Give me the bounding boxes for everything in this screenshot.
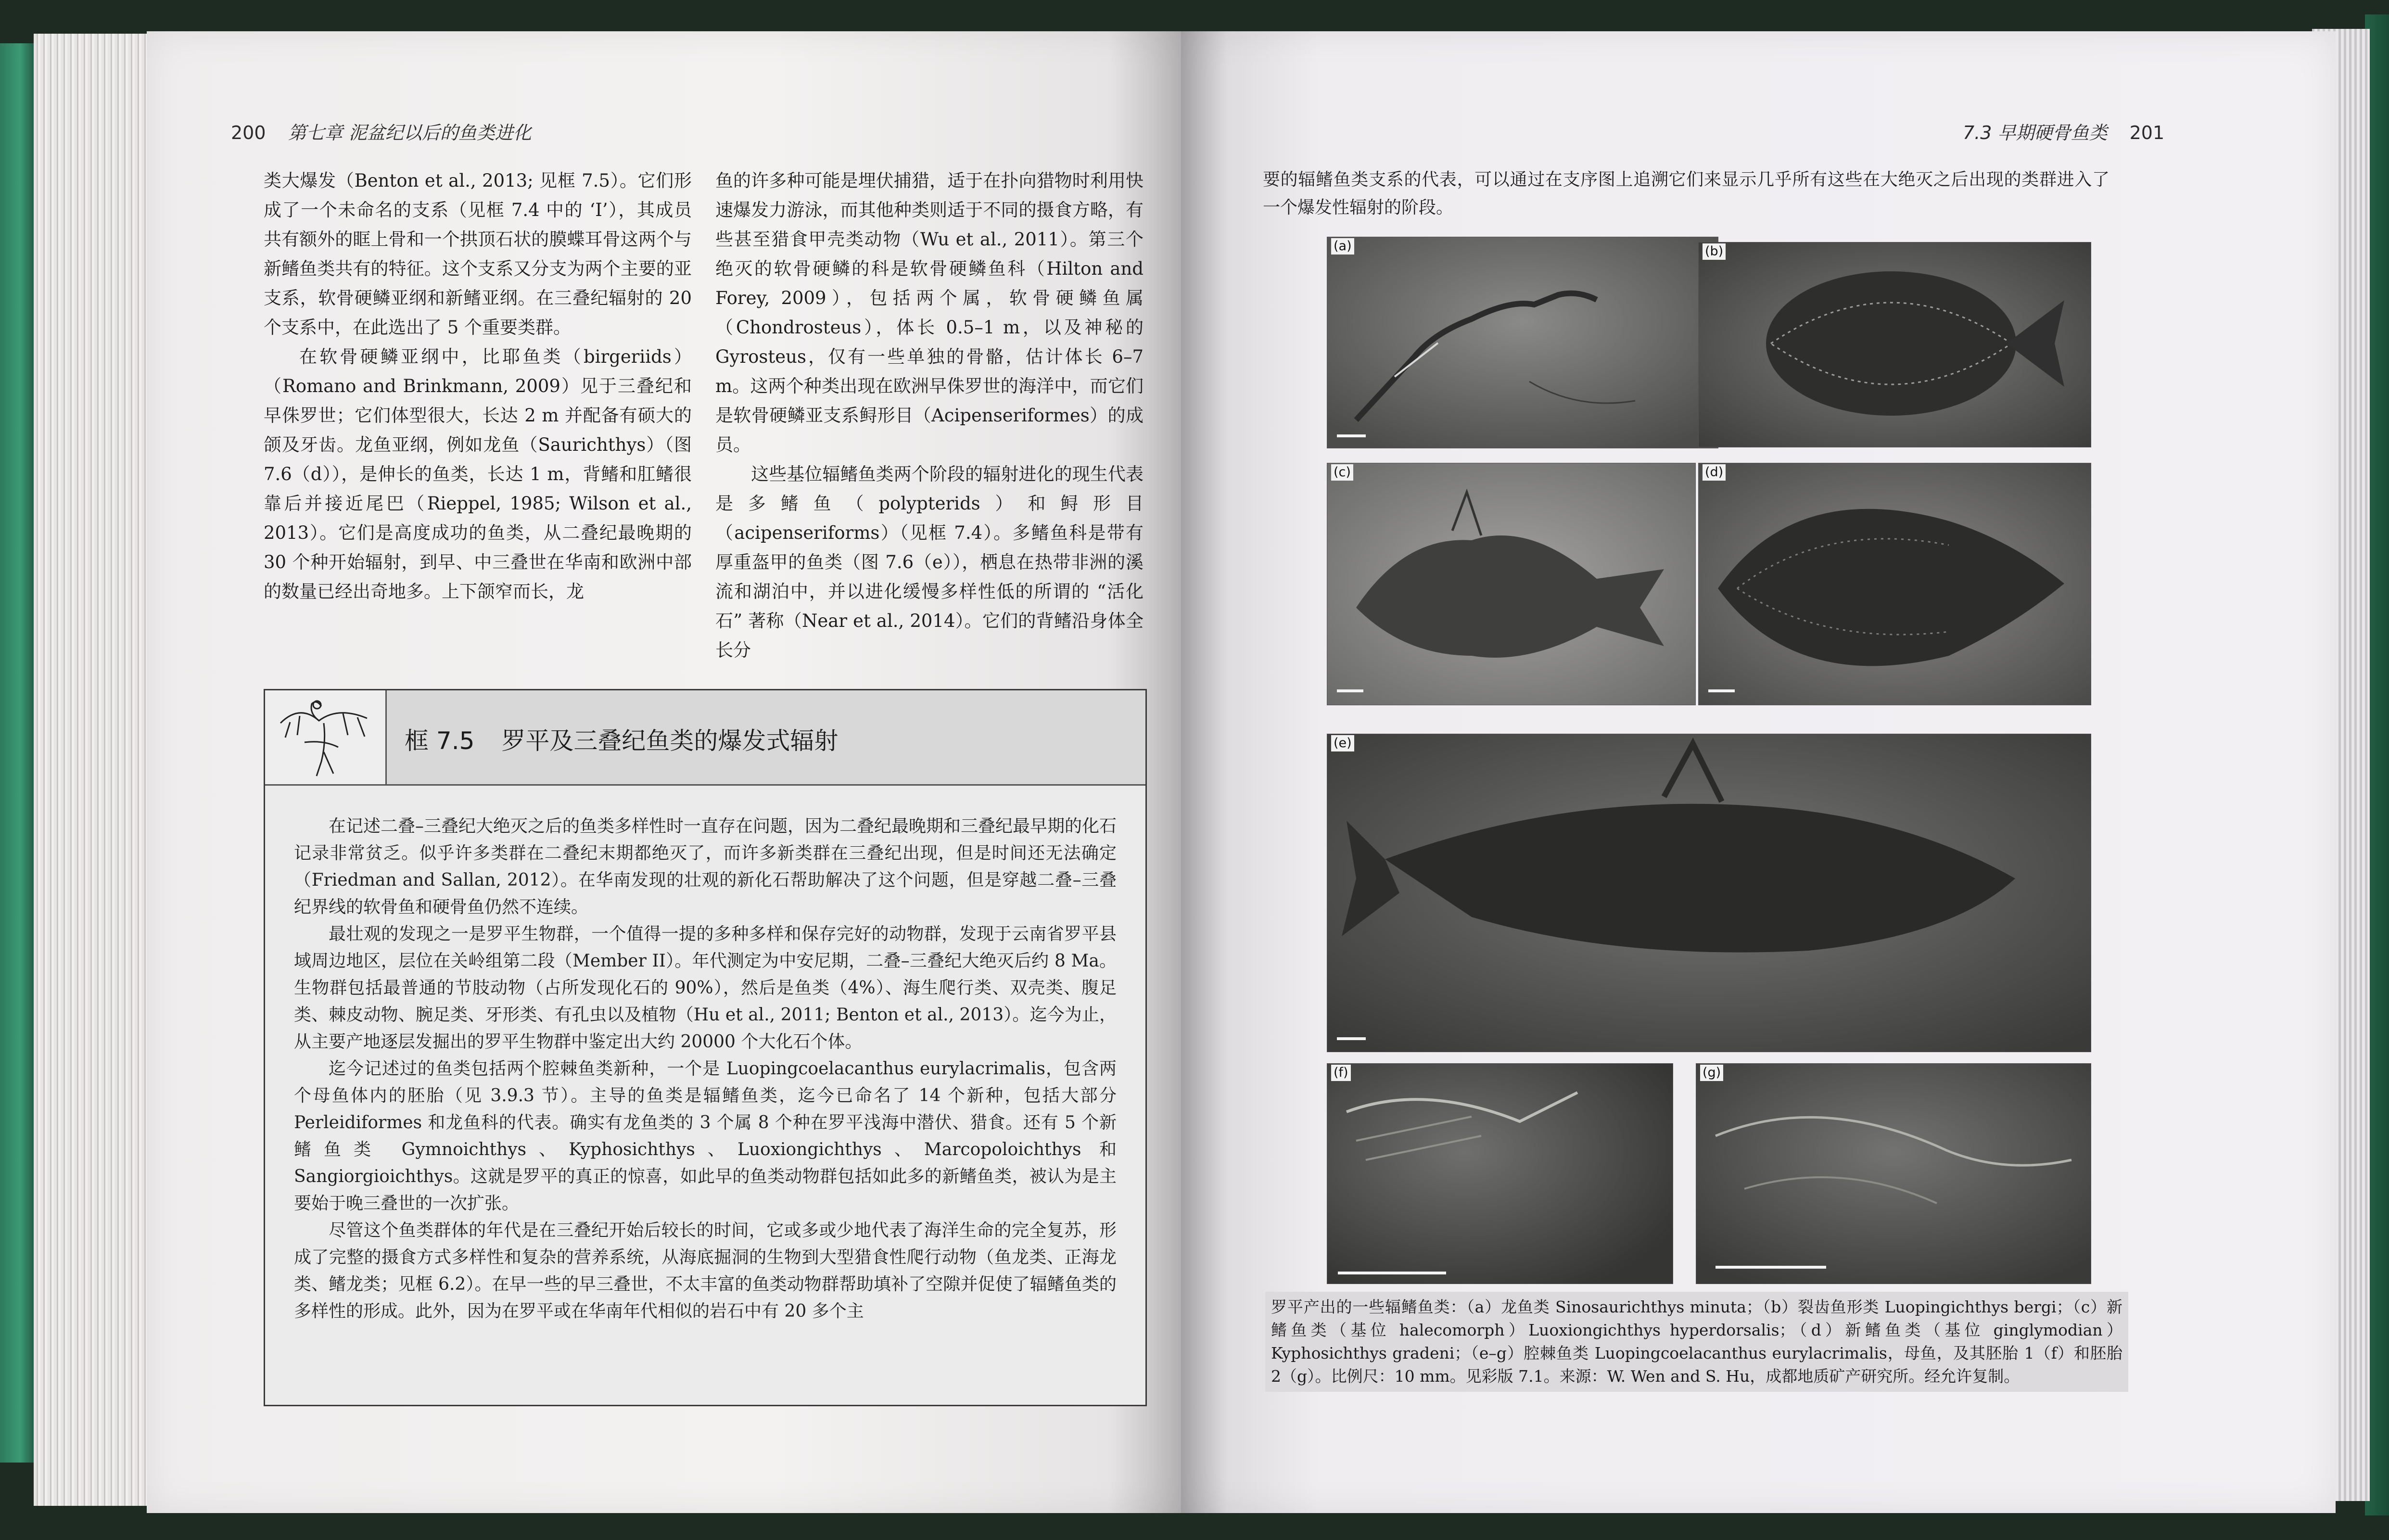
chapter-title: 第七章 泥盆纪以后的鱼类进化: [288, 122, 532, 143]
fossil-photo-g: [1696, 1064, 2091, 1284]
figure-panel-a: [1327, 237, 1718, 448]
fossil-photo-a: [1327, 237, 1718, 448]
fossil-photo-e: [1327, 734, 2091, 1052]
panel-label: (a): [1331, 238, 1354, 255]
figure-caption: 罗平产出的一些辐鳍鱼类：（a）龙鱼类 Sinosaurichthys minuta；（b）裂齿鱼形类 Luopingichthys bergi；（c）新鳍鱼类（基位 halecomorph）Luoxiongichthys hyperdorsalis；（d）新鳍鱼类（基位 ginglymodian）Kyphosichthys gradeni；（e–g）腔棘鱼类 Luopingcoelacanthus eurylacrimalis，母鱼，及其胚胎 1（f）和胚胎 2（g）。比例尺：10 mm。见彩版 7.1。来源：W. Wen and S. Hu，成都地质矿产研究所。经允许复制。: [1265, 1292, 2128, 1392]
figure-panel-c: [1327, 463, 1696, 705]
panel-label: (g): [1700, 1065, 1723, 1081]
fossil-photo-d: [1699, 463, 2091, 705]
fossil-photo-f: [1327, 1064, 1673, 1284]
paragraph: 在软骨硬鳞亚纲中，比耶鱼类（birgeriids）（Romano and Brinkmann, 2009）见于三叠纪和早侏罗世；它们体型很大，长达 2 m 并配备有硕大的颌及牙齿。龙鱼亚纲，例如龙鱼（Saurichthys）（图 7.6（d）），是伸长的鱼类，长达 1 m，背鳍和肛鳍很靠后并接近尾巴（Rieppel, 1985; Wilson et al., 2013）。它们是高度成功的鱼类，从二叠纪最晚期的 30 个种开始辐射，到早、中三叠世在华南和欧洲中部的数量已经出奇地多。上下颌窄而长，龙: [264, 346, 692, 602]
figure-panel-b: [1698, 242, 2091, 447]
paragraph: 在记述二叠–三叠纪大绝灭之后的鱼类多样性时一直存在问题，因为二叠纪最晚期和三叠纪最早期的化石记录非常贫乏。似乎许多类群在二叠纪末期都绝灭了，而许多新类群在三叠纪出现，但是时间还无法确定（Friedman and Sallan, 2012）。在华南发现的壮观的新化石帮助解决了这个问题，但是穿越二叠–三叠纪界线的软骨鱼和硬骨鱼仍然不连续。: [294, 816, 1117, 917]
scale-bar: [1716, 1266, 1826, 1269]
panel-label: (c): [1331, 464, 1353, 481]
figure-panel-g: [1696, 1063, 2091, 1284]
dinosaur-skeleton-icon: [271, 694, 379, 781]
scale-bar: [1337, 1037, 1366, 1040]
left-column-2: [715, 166, 1144, 665]
paragraph: 鱼的许多种可能是埋伏捕猎，适于在扑向猎物时利用快速爆发力游泳，而其他种类则适于不同的摄食方略，有些甚至猎食甲壳类动物（Wu et al., 2011）。第三个绝灭的软骨硬鳞的科是软骨硬鳞鱼科（Hilton and Forey, 2009），包括两个属，软骨硬鳞鱼属（Chondrosteus），体长 0.5–1 m，以及神秘的 Gyrosteus，仅有一些单独的骨骼，估计体长 6–7 m。这两个种类出现在欧洲早侏罗世的海洋中，而它们是软骨硬鳞亚支系鲟形目（Acipenseriformes）的成员。: [715, 170, 1144, 455]
box-title-text: 罗平及三叠纪鱼类的爆发式辐射: [501, 727, 839, 755]
right-page-number: 201: [2129, 122, 2165, 143]
paragraph: 这些基位辐鳍鱼类两个阶段的辐射进化的现生代表是多鳍鱼（polypterids）和鲟形目（acipenseriforms）（见框 7.4）。多鳍鱼科是带有厚重盔甲的鱼类（图 7.6（e）），栖息在热带非洲的溪流和湖泊中，并以进化缓慢多样性低的所谓的 “活化石” 著称（Near et al., 2014）。它们的背鳍沿身体全长分: [715, 464, 1144, 661]
box-title: [405, 722, 838, 756]
book-cover-left: [0, 43, 34, 1463]
scale-bar: [1337, 434, 1366, 437]
paragraph: 最壮观的发现之一是罗平生物群，一个值得一提的多种多样和保存完好的动物群，发现于云南省罗平县域周边地区，层位在关岭组第二段（Member II）。年代测定为中安尼期，二叠–三叠纪大绝灭后约 8 Ma。生物群包括最普通的节肢动物（占所发现化石的 90%），然后是鱼类（4%）、海生爬行类、双壳类、腹足类、棘皮动物、腕足类、牙形类、有孔虫以及植物（Hu et al., 2011; Benton et al., 2013）。迄今为止，从主要产地逐层发掘出的罗平生物群中鉴定出大约 20000 个大化石个体。: [294, 924, 1117, 1052]
paragraph: 迄今记述过的鱼类包括两个腔棘鱼类新种，一个是 Luopingcoelacanthus eurylacrimalis，包含两个母鱼体内的胚胎（见 3.9.3 节）。主导的鱼类是辐鳍鱼类，迄今已命名了 14 个新种，包括大部分 Perleidiformes 和龙鱼科的代表。确实有龙鱼类的 3 个属 8 个种在罗平浅海中潜伏、猎食。还有 5 个新鳍鱼类 Gymnoichthys、Kyphosichthys、Luoxiongichthys、Marcopoloichthys 和 Sangiorgioichthys。这就是罗平的真正的惊喜，如此早的鱼类动物群包括如此多的新鳍鱼类，被认为是主要始于晚三叠世的一次扩张。: [294, 1059, 1117, 1213]
right-intro-text: 要的辐鳍鱼类支系的代表，可以通过在支序图上追溯它们来显示几乎所有这些在大绝灭之后出现的类群进入了一个爆发性辐射的阶段。: [1263, 170, 2109, 217]
left-page-header: [231, 118, 532, 144]
figure-panel-f: [1327, 1063, 1673, 1284]
panel-label: (e): [1331, 735, 1354, 751]
box-icon-frame: [265, 690, 387, 784]
left-column-1: [264, 166, 692, 606]
fossil-photo-c: [1327, 463, 1695, 705]
panel-label: (f): [1331, 1065, 1351, 1081]
scale-bar: [1337, 689, 1363, 692]
panel-label: (b): [1703, 243, 1726, 260]
box-7-5: [264, 689, 1147, 1406]
box-number: 框 7.5: [405, 727, 475, 755]
box-header: [265, 690, 1145, 786]
figure-panel-d: [1698, 463, 2091, 705]
page-edges-left: [34, 34, 149, 1506]
scale-bar: [1708, 689, 1735, 692]
box-body: [294, 813, 1117, 1325]
figure-panel-e: [1327, 734, 2091, 1052]
scale-bar: [1338, 1272, 1446, 1274]
fossil-photo-b: [1699, 242, 2091, 447]
right-page-header: [1963, 118, 2164, 144]
paragraph: 类大爆发（Benton et al., 2013; 见框 7.5）。它们形成了一个未命名的支系（见框 7.4 中的 ‘I’），其成员共有额外的眶上骨和一个拱顶石状的膜蝶耳骨这两个与新鳍鱼类共有的特征。这个支系又分支为两个主要的亚支系，软骨硬鳞亚纲和新鳍亚纲。在三叠纪辐射的 20 个支系中，在此选出了 5 个重要类群。: [264, 170, 692, 338]
left-page-number: 200: [231, 122, 266, 143]
panel-label: (d): [1703, 464, 1726, 481]
section-title: 7.3 早期硬骨鱼类: [1963, 122, 2108, 143]
paragraph: 尽管这个鱼类群体的年代是在三叠纪开始后较长的时间，它或多或少地代表了海洋生命的完全复苏，形成了完整的摄食方式多样性和复杂的营养系统，从海底掘洞的生物到大型猎食性爬行动物（鱼龙类、正海龙类、鳍龙类；见框 6.2）。在早一些的早三叠世，不太丰富的鱼类动物群帮助填补了空隙并促使了辐鳍鱼类的多样性的形成。此外，因为在罗平或在华南年代相似的岩石中有 20 多个主: [294, 1221, 1117, 1321]
